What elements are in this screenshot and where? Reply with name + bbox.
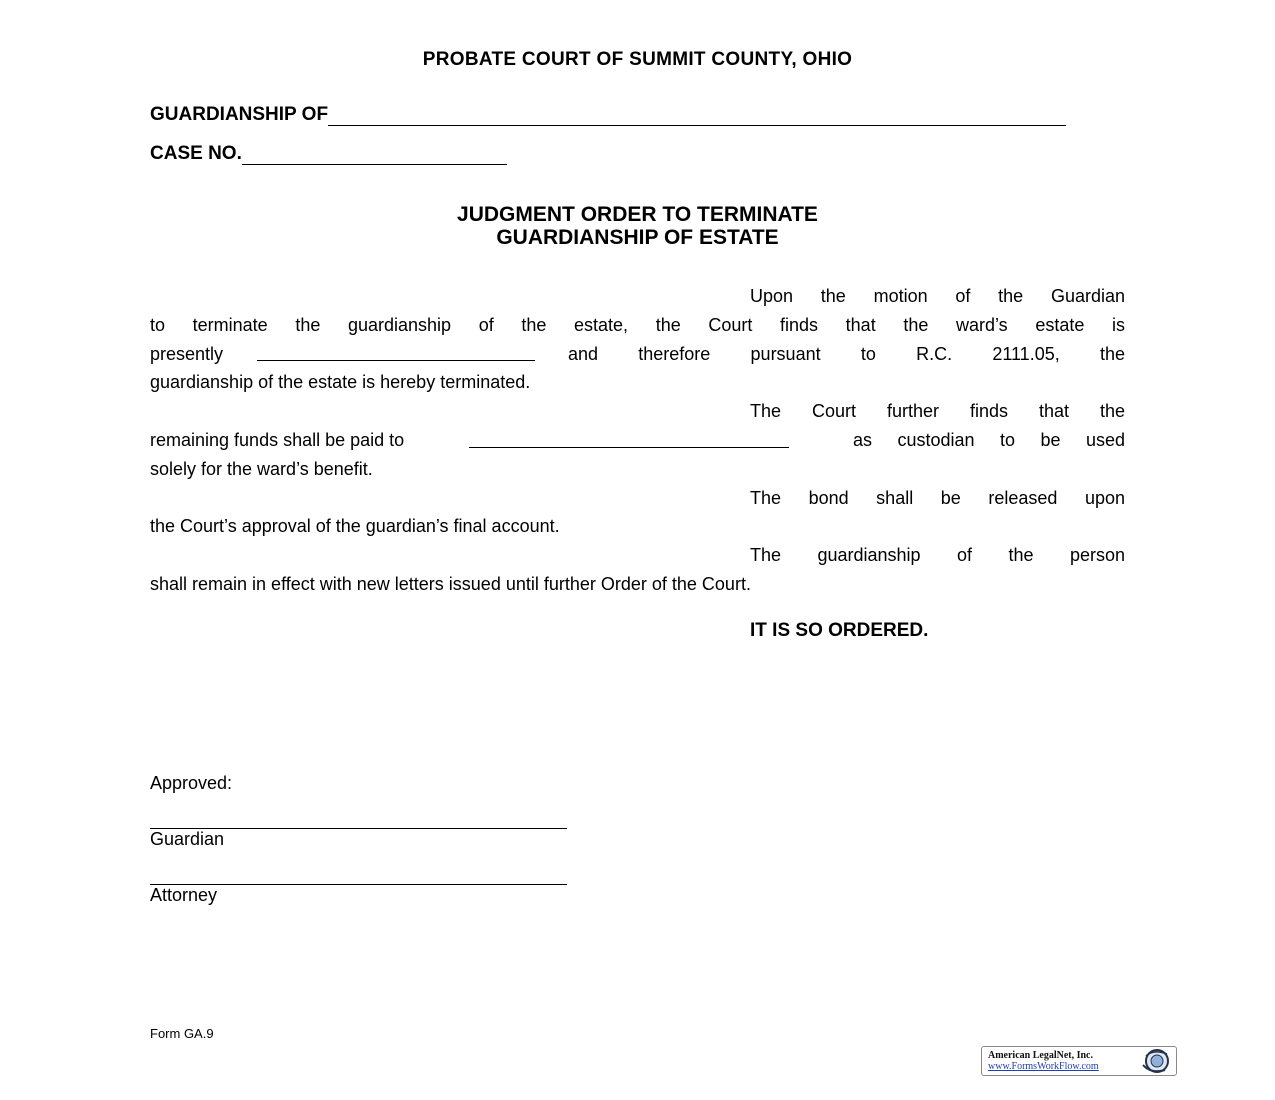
case-number-blank[interactable] — [242, 146, 507, 165]
court-name: PROBATE COURT OF SUMMIT COUNTY, OHIO — [422, 49, 853, 70]
p1-line-3-end — [568, 340, 1125, 369]
attorney-label: Attorney — [150, 885, 218, 905]
p4-line-1: The guardianship of the person — [750, 545, 1125, 566]
so-ordered: IT IS SO ORDERED. — [750, 620, 929, 641]
globe-icon — [1139, 1048, 1173, 1074]
p1-line-3-start: presently — [150, 343, 224, 364]
p1-line-4: guardianship of the estate is hereby terminated. — [150, 372, 531, 393]
guardianship-of-label: GUARDIANSHIP OF — [150, 104, 329, 125]
p2-line-2 — [150, 426, 1125, 455]
p1-line-2: to terminate the guardianship of the estate, the Court finds that the ward’s estate is — [150, 314, 1125, 335]
p3-line-1: The bond shall be released upon — [750, 487, 1125, 508]
american-legalnet-logo[interactable] — [981, 1046, 1177, 1076]
custodian-blank[interactable] — [469, 427, 789, 448]
p2-line-1: The Court further finds that the — [750, 401, 1125, 422]
title-line-1: JUDGMENT ORDER TO TERMINATE — [457, 203, 818, 226]
case-number-label: CASE NO. — [150, 143, 242, 164]
logo-company-name: American LegalNet, Inc. — [988, 1050, 1093, 1061]
logo-url-link[interactable]: www.FormsWorkFlow.com — [988, 1061, 1099, 1072]
p3-line-2: the Court’s approval of the guardian’s final account. — [150, 516, 560, 537]
form-id: Form GA.9 — [150, 1026, 214, 1041]
guardianship-of-field — [150, 104, 1066, 126]
case-number-field — [150, 143, 507, 165]
p4-line-2: shall remain in effect with new letters issued until further Order of the Court. — [150, 573, 751, 594]
order-body — [150, 282, 1125, 599]
p2-line-2-start: remaining funds shall be paid to — [150, 429, 405, 450]
estate-amount-blank[interactable] — [257, 340, 535, 361]
p2-line-3: solely for the ward’s benefit. — [150, 458, 373, 479]
p1-line-1: Upon the motion of the Guardian — [750, 286, 1125, 306]
approved-label: Approved: — [150, 773, 233, 793]
p2-line-2-end: as custodian to be used — [852, 429, 1125, 450]
guardian-label: Guardian — [150, 829, 225, 849]
title-line-2: GUARDIANSHIP OF ESTATE — [496, 226, 779, 249]
guardianship-of-blank[interactable] — [328, 107, 1066, 126]
document-title — [0, 203, 1275, 249]
p1-line-3 — [150, 340, 1125, 369]
p1-line-3-end-text: and therefore pursuant to R.C. 2111.05, the — [567, 343, 1125, 364]
